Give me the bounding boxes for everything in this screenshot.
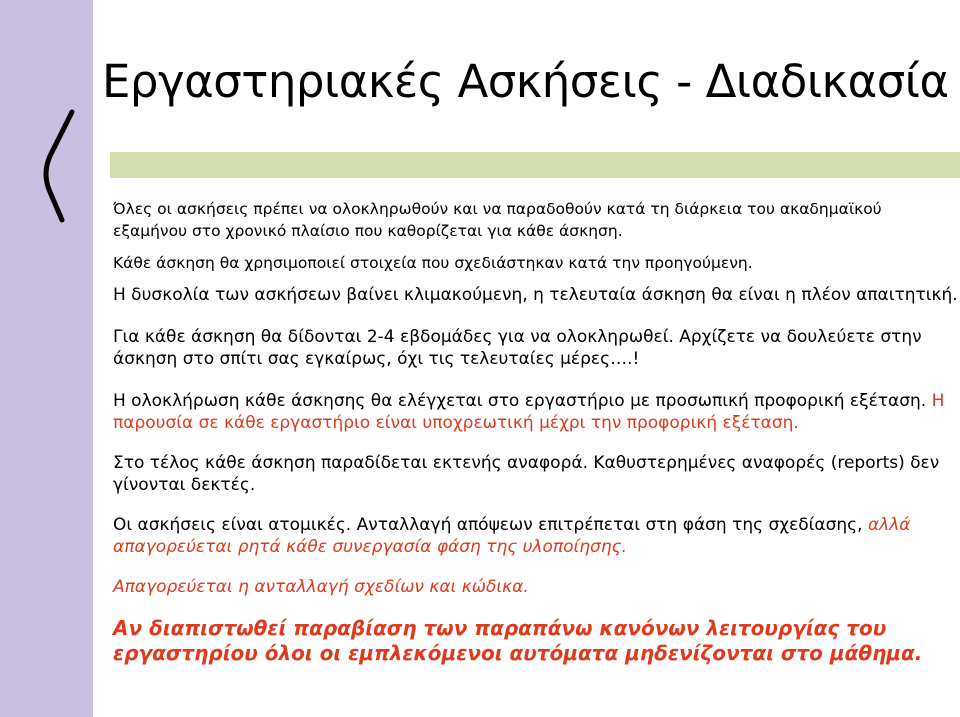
rules-list bbox=[113, 198, 958, 666]
rule-report: Στο τέλος κάθε άσκηση παραδίδεται εκτενής αναφορά. Καθυστερημένες αναφορές (reports) δεν γίνονται δεκτές. bbox=[113, 453, 940, 495]
title-underline bbox=[110, 152, 960, 178]
rule-oral-exam-text: Η ολοκλήρωση κάθε άσκησης θα ελέγχεται στο εργαστήριο με προσωπική προφορική εξέταση. bbox=[113, 391, 932, 411]
bracket-decoration bbox=[20, 108, 80, 223]
rule-duration: Για κάθε άσκηση θα δίδονται 2-4 εβδομάδες για να ολοκληρωθεί. Αρχίζετε να δουλεύετε στην άσκηση στο σπίτι σας εγκαίρως, όχι τις τελευταίες μέρες….! bbox=[113, 327, 922, 369]
rule-individual-text: Οι ασκήσεις είναι ατομικές. Ανταλλαγή απόψεων επιτρέπεται στη φάση της σχεδίασης, bbox=[113, 515, 868, 535]
rule-completion: Όλες οι ασκήσεις πρέπει να ολοκληρωθούν και να παραδοθούν κατά τη διάρκεια του ακαδημαϊκού εξαμήνου στο χρονικό πλαίσιο που καθορίζεται για κάθε άσκηση. bbox=[113, 200, 882, 240]
rule-no-sharing: Απαγορεύεται η ανταλλαγή σχεδίων και κώδικα. bbox=[113, 577, 529, 597]
rule-no-collaboration-text: αλλά απαγορεύεται ρητά κάθε συνεργασία φάση της υλοποίησης. bbox=[113, 515, 911, 557]
rule-reuse: Κάθε άσκηση θα χρησιμοποιεί στοιχεία που σχεδιάστηκαν κατά την προηγούμενη. bbox=[113, 254, 753, 272]
rule-penalty: Αν διαπιστωθεί παραβίαση των παραπάνω κανόνων λειτουργίας του εργαστηρίου όλοι οι εμπλεκόμενοι αυτόματα μηδενίζονται στο μάθημα. bbox=[113, 616, 923, 665]
rule-oral-exam bbox=[113, 390, 958, 434]
rule-difficulty: Η δυσκολία των ασκήσεων βαίνει κλιμακούμενη, η τελευταία άσκηση θα είναι η πλέον απαιτητική. bbox=[113, 285, 958, 305]
slide-title: Εργαστηριακές Ασκήσεις - Διαδικασία bbox=[102, 55, 949, 108]
rule-individual bbox=[113, 514, 958, 558]
rule-attendance-text: Η παρουσία σε κάθε εργαστήριο είναι υποχρεωτική μέχρι την προφορική εξέταση. bbox=[113, 391, 945, 433]
